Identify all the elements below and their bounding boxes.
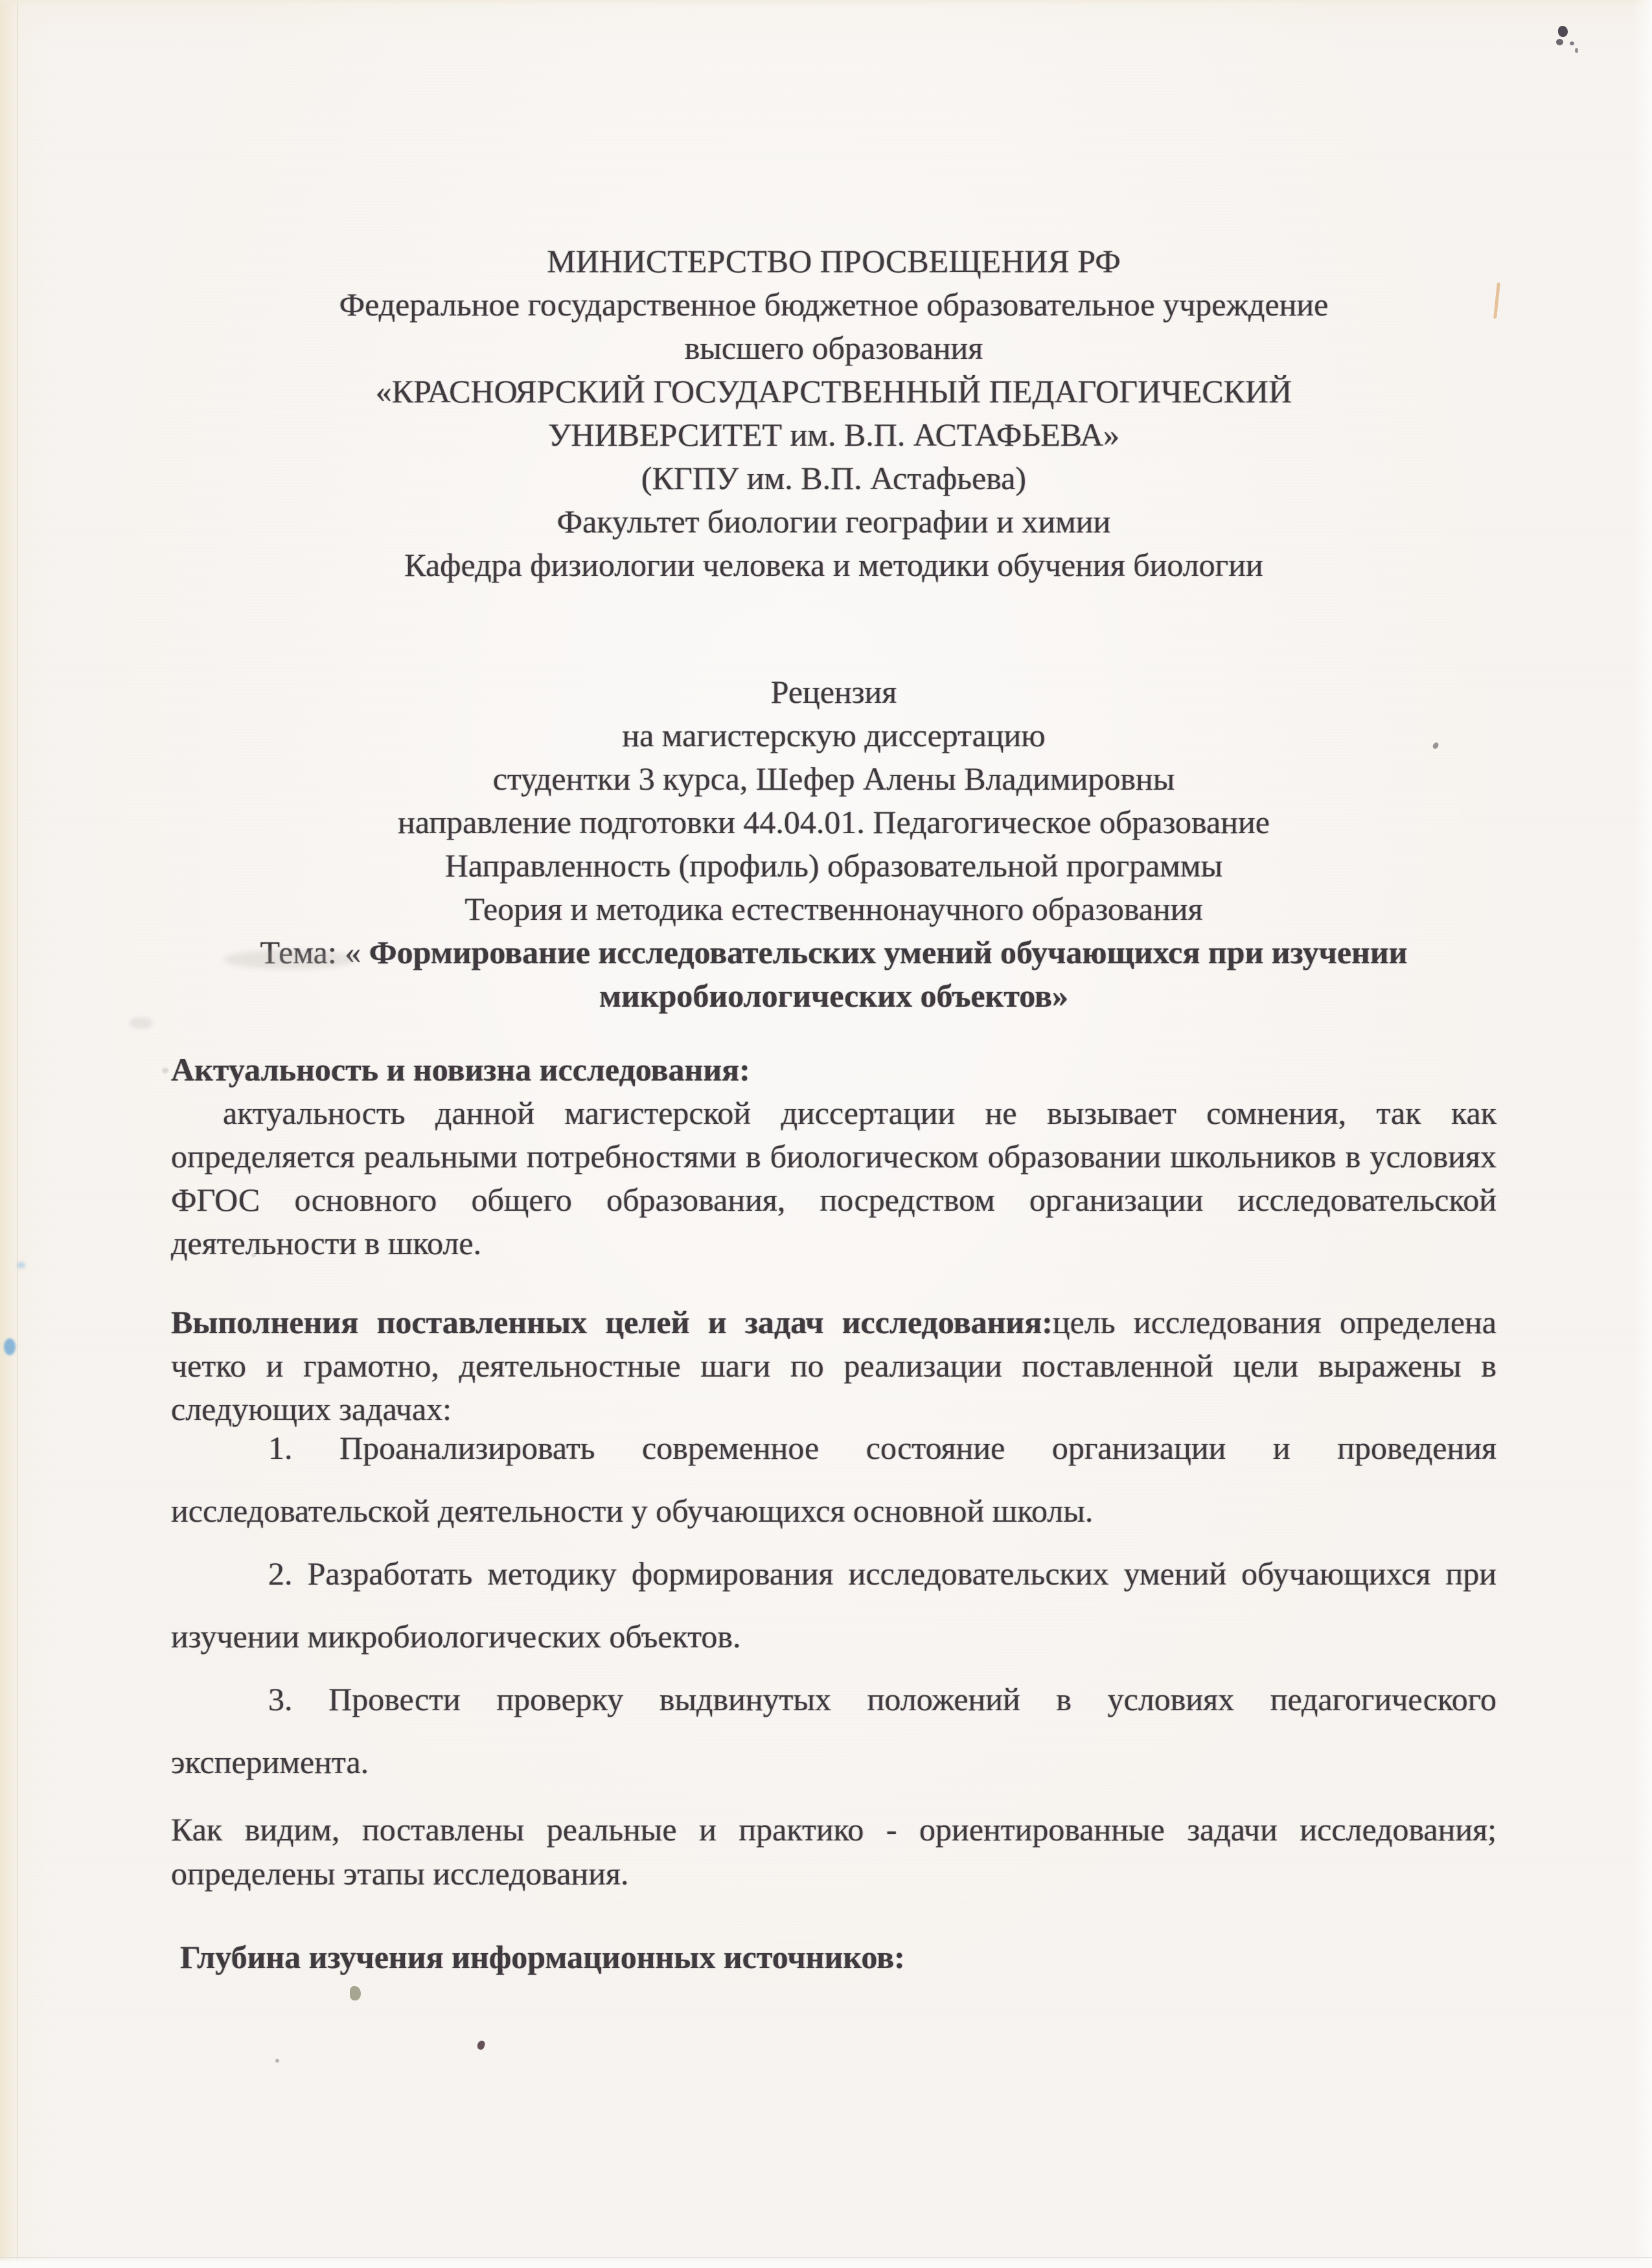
paper-stain <box>350 1986 361 2000</box>
review-title-line: Теория и методика естественнонаучного образования <box>465 891 1203 927</box>
letterhead <box>171 240 1497 587</box>
letterhead-line: УНИВЕРСИТЕТ им. В.П. АСТАФЬЕВА» <box>548 417 1119 453</box>
section-heading-depth: Глубина изучения информационных источников: <box>180 1939 905 1975</box>
tasks-list <box>171 1417 1497 1794</box>
review-title-block <box>171 670 1497 931</box>
letterhead-line: Кафедра физиологии человека и методики обучения биологии <box>404 547 1263 583</box>
thesis-theme-title: Формирование исследовательских умений обучающихся при изучении микробиологических объектов» <box>369 934 1408 1014</box>
letterhead-line: Факультет биологии географии и химии <box>556 503 1111 540</box>
letterhead-line: (КГПУ им. В.П. Астафьева) <box>641 460 1027 496</box>
actuality-paragraph: актуальность данной магистерской диссертации не вызывает сомнения, так как определяется реальными потребностями в биологическом образовании школьников в условиях ФГОС основного общего образования, посредством организации исследовательской деятельности в школе. <box>171 1095 1497 1261</box>
thesis-theme-label: Тема: « <box>260 934 369 970</box>
section-heading-actuality: Актуальность и новизна исследования: <box>171 1051 750 1088</box>
goals-paragraph <box>171 1301 1497 1431</box>
review-title-line: Рецензия <box>770 674 897 710</box>
letterhead-line: «КРАСНОЯРСКИЙ ГОСУДАРСТВЕННЫЙ ПЕДАГОГИЧЕСКИЙ <box>375 373 1292 409</box>
scan-edge-bottom <box>0 2257 1652 2268</box>
paper-speck <box>275 2059 279 2063</box>
review-title-line: студентки 3 курса, Шефер Алены Владимировны <box>492 761 1175 797</box>
goals-heading: Выполнения поставленных целей и задач исследования: <box>171 1304 1053 1340</box>
review-title-line: на магистерскую диссертацию <box>622 717 1046 753</box>
conclusion-paragraph: Как видим, поставлены реальные и практико - ориентированные задачи исследования; определены этапы исследования. <box>171 1811 1497 1892</box>
thesis-theme <box>171 931 1497 1018</box>
review-title-line: направление подготовки 44.04.01. Педагогическое образование <box>398 804 1270 840</box>
task-item: 1. Проанализировать современное состояние организации и проведения исследовательской деятельности у обучающихся основной школы. <box>171 1430 1497 1529</box>
task-item: 3. Провести проверку выдвинутых положений в условиях педагогического эксперимента. <box>171 1681 1497 1780</box>
letterhead-line: Федеральное государственное бюджетное образовательное учреждение <box>339 286 1329 323</box>
ink-speck <box>476 2040 485 2050</box>
letterhead-line: высшего образования <box>684 330 983 366</box>
task-item: 2. Разработать методику формирования исследовательских умений обучающихся при изучении микробиологических объектов. <box>171 1555 1497 1655</box>
goals-heading-tail: цель исследования определена четко и грамотно, деятельностные шаги по реализации поставленной цели выражены в следующих задачах: <box>171 1304 1497 1427</box>
letterhead-line: МИНИСТЕРСТВО ПРОСВЕЩЕНИЯ РФ <box>547 243 1121 279</box>
review-title-line: Направленность (профиль) образовательной программы <box>444 847 1223 884</box>
